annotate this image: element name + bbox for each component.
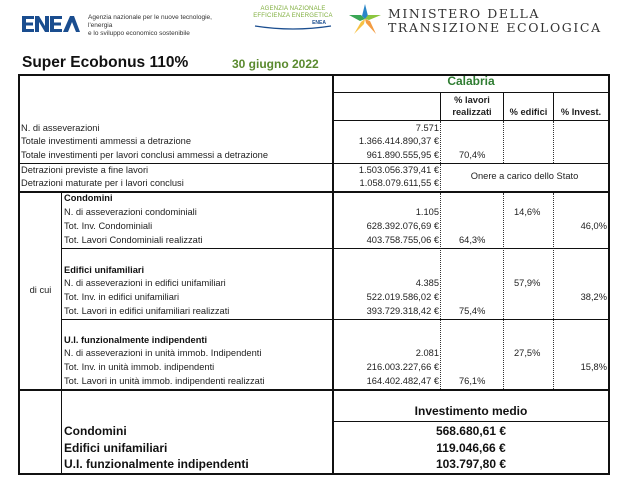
table-border-bottom [18, 473, 610, 475]
pct-invest-value: 15,8% [580, 362, 607, 372]
agency-logo-line1: AGENZIA NAZIONALE [260, 6, 326, 12]
ministry-name-line1: MINISTERO DELLA [388, 6, 541, 21]
row-label: Tot. Lavori Condominiali realizzati [64, 235, 203, 245]
di-cui-divider [61, 192, 62, 474]
row-label: Totale investimenti per lavori conclusi ammessi a detrazione [21, 150, 268, 160]
row-label: N. di asseverazioni condominiali [64, 207, 197, 217]
row-value: 4.385 [415, 278, 439, 288]
row-value: 403.758.755,06 € [366, 235, 439, 245]
table-border-left [18, 74, 20, 475]
average-header: Investimento medio [414, 404, 528, 418]
average-value: 119.046,66 € [436, 441, 506, 455]
row-value: 216.003.227,66 € [366, 362, 439, 372]
group-title: Condomini [64, 193, 113, 203]
row-value: 961.890.555,95 € [366, 150, 439, 160]
row-value: 1.105 [415, 207, 439, 217]
enea-tagline-line2: e lo sviluppo economico sostenibile [88, 30, 190, 37]
dotted-divider [440, 121, 441, 163]
row-value: 522.019.586,02 € [366, 292, 439, 302]
row-value: 1.366.414.890,37 € [358, 136, 439, 146]
row-label: N. di asseverazioni in edifici unifamiliari [64, 278, 226, 288]
pct-edifici-value: 57,9% [514, 278, 541, 288]
table-border-right [608, 74, 610, 475]
average-label: U.I. funzionalmente indipendenti [64, 457, 249, 471]
pct-lavori-value: 64,3% [459, 235, 486, 245]
dotted-divider [503, 121, 504, 163]
row-value: 7.571 [415, 123, 439, 133]
pct-edifici-value: 27,5% [514, 348, 541, 358]
row-value: 628.392.076,69 € [366, 221, 439, 231]
average-value: 568.680,61 € [435, 424, 507, 438]
dotted-divider [553, 121, 554, 163]
report-title: Super Ecobonus 110% [22, 54, 189, 71]
group-divider-1 [61, 248, 610, 249]
row-label: Tot. Inv. Condominiali [64, 221, 153, 231]
col-header-pct-edifici: % edifici [509, 107, 548, 117]
pct-lavori-value: 75,4% [459, 306, 486, 316]
agency-efficienza-logo [246, 6, 340, 40]
average-value: 103.797,80 € [435, 457, 507, 471]
row-label: Tot. Lavori in edifici unifamiliari realizzati [64, 306, 230, 316]
pct-lavori-value: 70,4% [459, 150, 486, 160]
pct-invest-value: 46,0% [580, 221, 607, 231]
average-divider [18, 389, 610, 391]
col-header-pct-lavori-line1: % lavori [454, 95, 490, 105]
row-value: 1.058.079.611,55 € [359, 178, 439, 188]
average-label: Condomini [64, 424, 127, 438]
pct-lavori-value: 76,1% [459, 376, 486, 386]
row-value: 164.402.482,47 € [366, 376, 439, 386]
report-date: 30 giugno 2022 [232, 57, 319, 71]
average-label: Edifici unifamiliari [64, 441, 168, 455]
row-value: 393.729.318,42 € [366, 306, 439, 316]
row-value: 1.503.056.379,41 € [358, 165, 439, 175]
agency-logo-line3: ENEA [312, 20, 326, 26]
dotted-divider [503, 193, 504, 389]
col-header-pct-lavori-line2: realizzati [452, 106, 492, 117]
row-label: Detrazioni previste a fine lavori [21, 165, 149, 175]
row-label: Tot. Inv. in edifici unifamiliari [64, 292, 180, 302]
enea-logo [22, 14, 80, 34]
row-value: 2.081 [415, 348, 439, 358]
enea-tagline [88, 14, 238, 38]
deductions-note: Onere a carico dello Stato [470, 171, 579, 181]
row-label: Tot. Inv. in unità immob. indipendenti [64, 362, 215, 372]
row-label: Detrazioni maturate per i lavori conclusi [21, 178, 184, 188]
pct-edifici-value: 14,6% [514, 207, 541, 217]
group-divider-2 [61, 319, 610, 320]
ministry-name [388, 7, 602, 35]
pct-invest-value: 38,2% [580, 292, 607, 302]
totals-divider [18, 163, 610, 164]
region-divider [333, 92, 608, 93]
col-header-pct-invest: % Invest. [560, 107, 602, 117]
agency-logo-line2: EFFICIENZA ENERGETICA [253, 13, 333, 19]
star-icon [347, 2, 383, 36]
enea-tagline-line1: Agenzia nazionale per le nuove tecnologie, l'energia [88, 14, 212, 29]
col-header-pct-lavori [441, 95, 503, 118]
row-label: Totale investimenti ammessi a detrazione [21, 136, 192, 146]
group-title: U.I. funzionalmente indipendenti [64, 335, 208, 345]
di-cui-label: di cui [29, 285, 52, 295]
ministry-name-line2: TRANSIZIONE ECOLOGICA [388, 20, 602, 35]
group-title: Edifici unifamiliari [64, 265, 145, 275]
row-label: N. di asseverazioni in unità immob. Indipendenti [64, 348, 262, 358]
header-bottom-divider [333, 120, 608, 121]
region-name: Calabria [447, 74, 495, 88]
row-label: Tot. Lavori in unità immob. indipendenti realizzati [64, 376, 265, 386]
dotted-divider [440, 193, 441, 389]
row-label: N. di asseverazioni [21, 123, 100, 133]
average-header-divider [333, 421, 608, 422]
